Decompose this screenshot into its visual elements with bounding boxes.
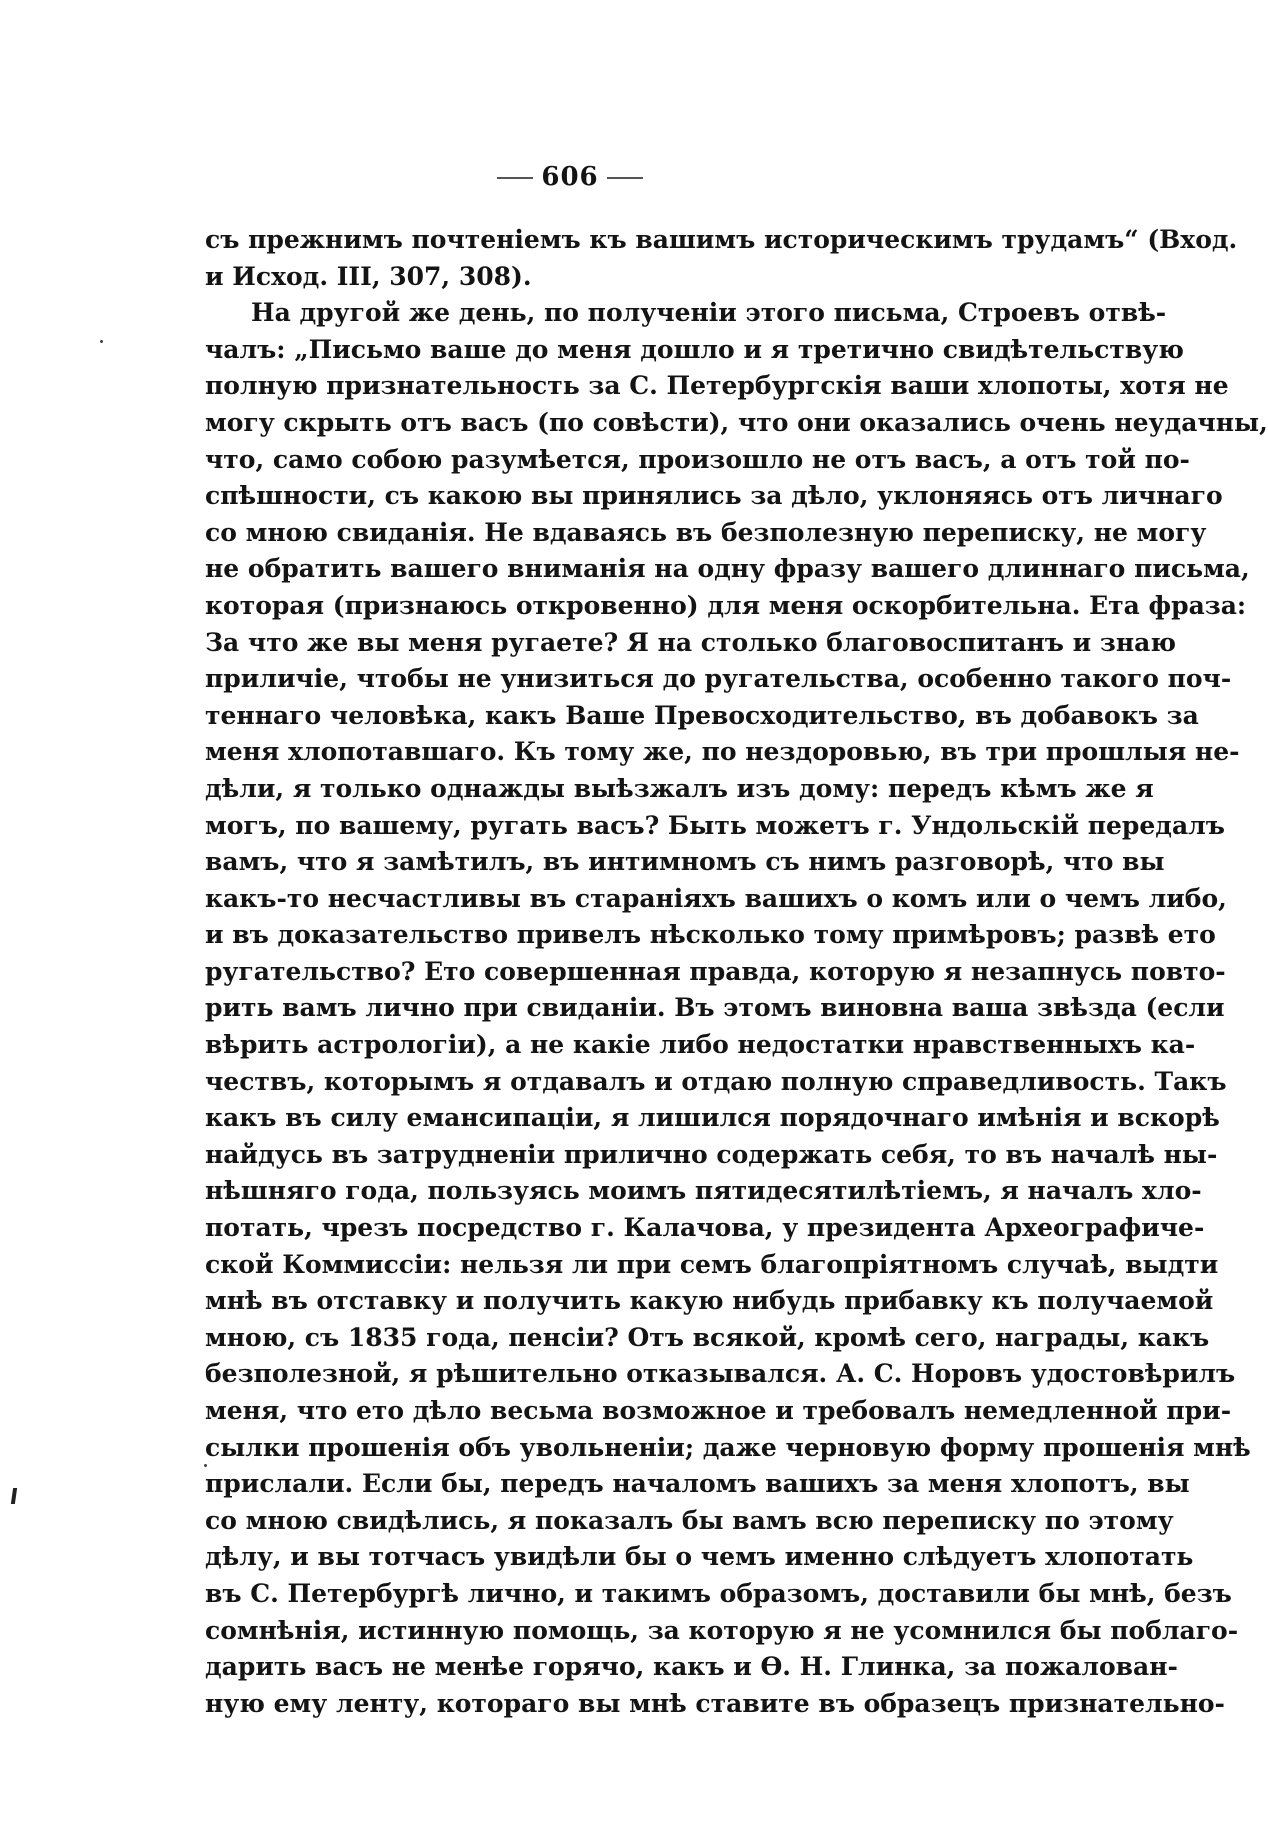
text-line: дарить васъ не менѣе горячо, какъ и Ѳ. Н. Глинка, за пожалован- [205, 1652, 1178, 1682]
text-line: ную ему ленту, котораго вы мнѣ ставите въ образецъ признательно- [205, 1688, 1225, 1718]
text-line: какъ въ силу емансипаціи, я лишился порядочнаго имѣнія и вскорѣ [205, 1103, 1220, 1133]
text-line: безполезной, я рѣшительно отказывался. А. С. Норовъ удостовѣрилъ [205, 1359, 1236, 1389]
text-line: и Исход. III, 307, 308). [205, 261, 532, 291]
text-line: полную признательность за С. Петербургскія ваши хлопоты, хотя не [205, 371, 1229, 401]
page-number-dash-right [607, 177, 643, 179]
body-text [205, 222, 1268, 1722]
text-line: мнѣ въ отставку и получить какую нибудь прибавку къ получаемой [205, 1286, 1214, 1316]
text-line: потать, чрезъ посредство г. Калачова, у президента Археографиче- [205, 1213, 1205, 1243]
text-line: какъ-то несчастливы въ стараніяхъ вашихъ о комъ или о чемъ либо, [205, 883, 1227, 913]
text-line: теннаго человѣка, какъ Ваше Превосходительство, въ добавокъ за [205, 700, 1199, 730]
scan-speck [100, 340, 103, 343]
text-line: что, само собою разумѣется, произошло не отъ васъ, а отъ той по- [205, 444, 1190, 474]
text-line: прислали. Если бы, передъ началомъ вашихъ за меня хлопотъ, вы [205, 1469, 1190, 1499]
text-line: приличіе, чтобы не унизиться до ругательства, особенно такого поч- [205, 664, 1232, 694]
page-number [0, 162, 1140, 192]
text-line: На другой же день, по полученіи этого письма, Строевъ отвѣ- [251, 298, 1167, 328]
text-line: ской Коммиссіи: нельзя ли при семъ благопріятномъ случаѣ, выдти [205, 1249, 1219, 1279]
text-line: нѣшняго года, пользуясь моимъ пятидесятилѣтіемъ, я началъ хло- [205, 1176, 1202, 1206]
text-line: со мною свидѣлись, я показалъ бы вамъ всю переписку по этому [205, 1505, 1174, 1535]
text-line: мною, съ 1835 года, пенсіи? Отъ всякой, кромѣ сего, награды, какъ [205, 1322, 1210, 1352]
text-line: сылки прошенія объ увольненіи; даже черновую форму прошенія мнѣ [205, 1432, 1251, 1462]
text-line: меня, что ето дѣло весьма возможное и требовалъ немедленной при- [205, 1396, 1232, 1425]
page-number-dash-left [497, 177, 533, 179]
text-line: не обратить вашего вниманія на одну фразу вашего длиннаго письма, [205, 554, 1250, 584]
text-line: сомнѣнія, истинную помощь, за которую я не усомнился бы поблаго- [205, 1615, 1239, 1645]
text-line: чествъ, которымъ я отдавалъ и отдаю полную справедливость. Такъ [205, 1066, 1227, 1096]
text-line: дѣли, я только однажды выѣзжалъ изъ дому: передъ кѣмъ же я [205, 773, 1154, 803]
text-line: съ прежнимъ почтеніемъ къ вашимъ историческимъ трудамъ“ (Вход. [205, 225, 1238, 254]
text-line: дѣлу, и вы тотчасъ увидѣли бы о чемъ именно слѣдуетъ хлопотать [205, 1542, 1194, 1572]
text-line: вѣрить астрологіи), а не какіе либо недостатки нравственныхъ ка- [205, 1030, 1196, 1060]
text-line: которая (признаюсь откровенно) для меня оскорбительна. Ета фраза: [205, 590, 1247, 620]
text-line: ругательство? Ето совершенная правда, которую я незапнусь повто- [205, 956, 1226, 986]
text-line: За что же вы меня ругаете? Я на столько благовоспитанъ и знаю [205, 627, 1177, 657]
text-line: вамъ, что я замѣтилъ, въ интимномъ съ нимъ разговорѣ, что вы [205, 847, 1165, 877]
text-line: чалъ: „Письмо ваше до меня дошло и я третично свидѣтельствую [205, 334, 1184, 364]
text-line: меня хлопотавшаго. Къ тому же, по нездоровью, въ три прошлыя не- [205, 737, 1240, 767]
page-number-text: 606 [541, 162, 599, 192]
text-line: могъ, по вашему, ругать васъ? Быть можетъ г. Ундольскій передалъ [205, 810, 1225, 840]
text-line: и въ доказательство привелъ нѣсколько тому примѣровъ; развѣ ето [205, 920, 1216, 950]
text-line: найдусь въ затрудненіи прилично содержать себя, то въ началѣ ны- [205, 1139, 1218, 1169]
scan-speck [204, 1464, 207, 1467]
text-line: спѣшности, съ какою вы принялись за дѣло, уклоняясь отъ личнаго [205, 481, 1223, 511]
text-line: могу скрыть отъ васъ (по совѣсти), что они оказались очень неудачны, [205, 407, 1268, 437]
text-line: въ С. Петербургѣ лично, и такимъ образомъ, доставили бы мнѣ, безъ [205, 1578, 1232, 1608]
margin-ink-mark [11, 1488, 17, 1504]
text-line: со мною свиданія. Не вдаваясь въ безполезную переписку, не могу [205, 517, 1207, 547]
text-line: рить вамъ лично при свиданіи. Въ этомъ виновна ваша звѣзда (если [205, 993, 1225, 1023]
